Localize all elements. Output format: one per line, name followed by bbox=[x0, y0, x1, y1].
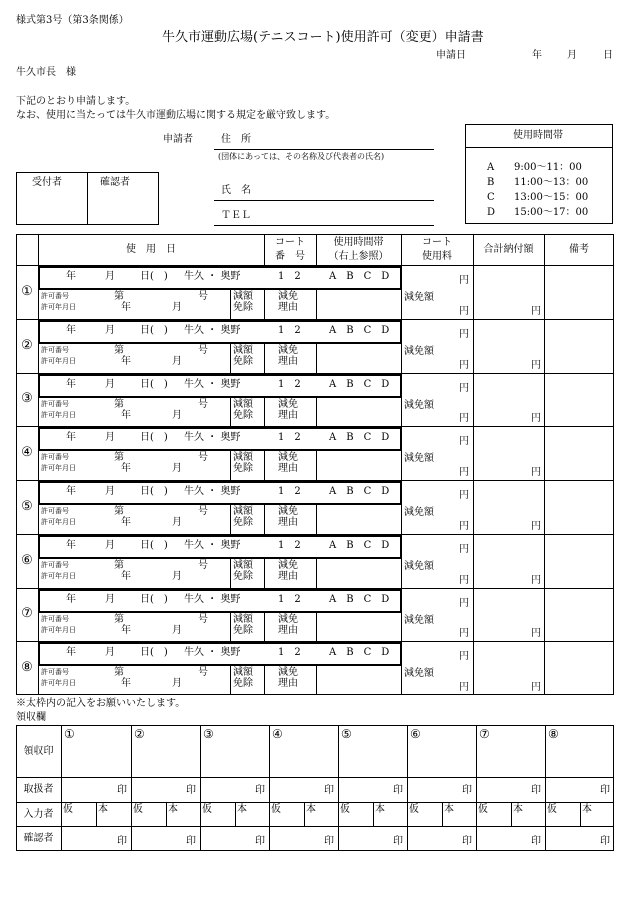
permit-year: 年 bbox=[121, 571, 131, 582]
court-options: 1 2 bbox=[278, 540, 301, 551]
permit-year: 年 bbox=[121, 625, 131, 636]
permit-date-label: 許可年月日 bbox=[41, 411, 76, 419]
fee-yen[interactable]: 円 bbox=[459, 598, 469, 609]
permit-date-label: 許可年月日 bbox=[41, 518, 76, 526]
handler-seal[interactable]: 印 bbox=[531, 785, 541, 796]
header-date: 使 用 日 bbox=[126, 244, 176, 255]
date-month: 月 bbox=[567, 50, 577, 61]
intro-line-2: なお、使用に当たっては牛久市運動広場に関する規定を厳守致します。 bbox=[16, 110, 336, 121]
location-options: 牛久 ・ 奥野 bbox=[184, 540, 241, 551]
permit-dai: 第 bbox=[114, 291, 124, 302]
input-provisional[interactable]: 仮 bbox=[547, 804, 557, 815]
location-options: 牛久 ・ 奥野 bbox=[184, 647, 241, 658]
permit-month: 月 bbox=[172, 517, 182, 528]
reduction-yen[interactable]: 円 bbox=[459, 306, 469, 317]
reduction-type-2: 免除 bbox=[233, 410, 253, 421]
handler-seal[interactable]: 印 bbox=[255, 785, 265, 796]
receipt-column-number: ① bbox=[64, 727, 75, 741]
reduction-type-2: 免除 bbox=[233, 625, 253, 636]
location-options: 牛久 ・ 奥野 bbox=[184, 486, 241, 497]
permit-go: 号 bbox=[198, 667, 208, 678]
permit-year: 年 bbox=[121, 463, 131, 474]
permit-number-label: 許可番号 bbox=[41, 400, 69, 408]
reduction-type-1: 減額 bbox=[233, 452, 253, 463]
permit-month: 月 bbox=[172, 463, 182, 474]
usage-month: 月 bbox=[105, 271, 115, 282]
court-options: 1 2 bbox=[278, 486, 301, 497]
reduction-reason-2: 理由 bbox=[278, 410, 298, 421]
reduction-type-2: 免除 bbox=[233, 302, 253, 313]
usage-year: 年 bbox=[66, 486, 76, 497]
reduction-reason-1: 減免 bbox=[278, 345, 298, 356]
reduction-type-1: 減額 bbox=[233, 291, 253, 302]
permit-number-label: 許可番号 bbox=[41, 668, 69, 676]
handler-label: 取扱者 bbox=[23, 784, 54, 795]
handler-seal[interactable]: 印 bbox=[186, 785, 196, 796]
receipt-column-number: ⑥ bbox=[410, 727, 421, 741]
court-options: 1 2 bbox=[278, 594, 301, 605]
input-final[interactable]: 本 bbox=[444, 804, 454, 815]
reduction-reason-1: 減免 bbox=[278, 614, 298, 625]
row-number: ⑥ bbox=[21, 552, 33, 568]
reduction-type-2: 免除 bbox=[233, 356, 253, 367]
receipt-seal-label: 領収印 bbox=[23, 745, 54, 757]
usage-year: 年 bbox=[66, 271, 76, 282]
date-label: 申請日 bbox=[436, 50, 466, 61]
handler-seal[interactable]: 印 bbox=[324, 785, 334, 796]
permit-month: 月 bbox=[172, 356, 182, 367]
header-court-2: 番 号 bbox=[275, 251, 305, 262]
input-provisional[interactable]: 仮 bbox=[409, 804, 419, 815]
court-options: 1 2 bbox=[278, 379, 301, 390]
handler-seal[interactable]: 印 bbox=[600, 785, 610, 796]
location-options: 牛久 ・ 奥野 bbox=[184, 325, 241, 336]
location-options: 牛久 ・ 奥野 bbox=[184, 271, 241, 282]
row-number: ① bbox=[21, 283, 33, 299]
total-yen[interactable]: 円 bbox=[531, 628, 541, 639]
input-final[interactable]: 本 bbox=[582, 804, 592, 815]
input-provisional[interactable]: 仮 bbox=[63, 804, 73, 815]
reduction-reason-1: 減免 bbox=[278, 560, 298, 571]
row-number: ⑦ bbox=[21, 606, 33, 622]
permit-go: 号 bbox=[198, 345, 208, 356]
reduction-type-1: 減額 bbox=[233, 345, 253, 356]
input-label: 入力者 bbox=[23, 808, 54, 820]
permit-go: 号 bbox=[198, 560, 208, 571]
checker-label: 確認者 bbox=[100, 177, 130, 188]
input-final[interactable]: 本 bbox=[237, 804, 247, 815]
location-options: 牛久 ・ 奥野 bbox=[184, 432, 241, 443]
address-line bbox=[214, 149, 434, 150]
permit-date-label: 許可年月日 bbox=[41, 303, 76, 311]
confirmer-label: 確認者 bbox=[23, 833, 54, 844]
location-options: 牛久 ・ 奥野 bbox=[184, 594, 241, 605]
slot-options: A B C D bbox=[329, 647, 390, 658]
confirmer-seal[interactable]: 印 bbox=[255, 836, 265, 847]
reduction-yen[interactable]: 円 bbox=[459, 575, 469, 586]
input-provisional[interactable]: 仮 bbox=[340, 804, 350, 815]
time-slot-time: 11:00～13：00 bbox=[514, 177, 589, 188]
receipt-column-number: ② bbox=[134, 727, 145, 741]
permit-number-label: 許可番号 bbox=[41, 507, 69, 515]
form-title: 牛久市運動広場(テニスコート)使用許可（変更）申請書 bbox=[162, 30, 484, 45]
permit-year: 年 bbox=[121, 517, 131, 528]
slot-options: A B C D bbox=[329, 271, 390, 282]
confirmer-seal[interactable]: 印 bbox=[600, 836, 610, 847]
permit-dai: 第 bbox=[114, 614, 124, 625]
org-note: (団体にあっては、その名称及び代表者の氏名) bbox=[218, 152, 385, 161]
reduction-amount-label: 減免額 bbox=[404, 668, 434, 679]
permit-dai: 第 bbox=[114, 667, 124, 678]
reduction-amount-label: 減免額 bbox=[404, 561, 434, 572]
usage-year: 年 bbox=[66, 540, 76, 551]
date-day: 日 bbox=[603, 50, 613, 61]
bold-frame-note: ※太枠内の記入をお願いいたします。 bbox=[16, 698, 186, 709]
reduction-reason-1: 減免 bbox=[278, 291, 298, 302]
usage-year: 年 bbox=[66, 379, 76, 390]
intro-line-1: 下記のとおり申請します。 bbox=[16, 96, 136, 107]
header-fee-1: コート bbox=[422, 237, 452, 248]
permit-dai: 第 bbox=[114, 452, 124, 463]
permit-dai: 第 bbox=[114, 560, 124, 571]
permit-go: 号 bbox=[198, 399, 208, 410]
reduction-reason-1: 減免 bbox=[278, 506, 298, 517]
usage-day: 日( ) bbox=[140, 540, 168, 551]
usage-day: 日( ) bbox=[140, 486, 168, 497]
reduction-reason-2: 理由 bbox=[278, 678, 298, 689]
applicant-label: 申請者 bbox=[163, 134, 193, 145]
time-slot-code: C bbox=[487, 192, 495, 203]
permit-date-label: 許可年月日 bbox=[41, 679, 76, 687]
reduction-yen[interactable]: 円 bbox=[459, 413, 469, 424]
usage-day: 日( ) bbox=[140, 432, 168, 443]
location-options: 牛久 ・ 奥野 bbox=[184, 379, 241, 390]
usage-month: 月 bbox=[105, 594, 115, 605]
name-label: 氏 名 bbox=[221, 185, 251, 196]
confirmer-seal[interactable]: 印 bbox=[462, 836, 472, 847]
reduction-type-1: 減額 bbox=[233, 614, 253, 625]
permit-dai: 第 bbox=[114, 506, 124, 517]
receipt-table bbox=[16, 725, 614, 851]
confirmer-seal[interactable]: 印 bbox=[186, 836, 196, 847]
reduction-type-1: 減額 bbox=[233, 506, 253, 517]
court-options: 1 2 bbox=[278, 432, 301, 443]
row-number: ③ bbox=[21, 391, 33, 407]
header-time-1: 使用時間帯 bbox=[333, 237, 384, 248]
permit-go: 号 bbox=[198, 506, 208, 517]
receiver-label: 受付者 bbox=[32, 177, 62, 188]
input-final[interactable]: 本 bbox=[168, 804, 178, 815]
header-time-2: （右上参照） bbox=[328, 251, 389, 262]
reduction-amount-label: 減免額 bbox=[404, 453, 434, 464]
total-yen[interactable]: 円 bbox=[531, 575, 541, 586]
permit-date-label: 許可年月日 bbox=[41, 464, 76, 472]
usage-month: 月 bbox=[105, 647, 115, 658]
row-number: ⑤ bbox=[21, 498, 33, 514]
reduction-type-1: 減額 bbox=[233, 560, 253, 571]
reduction-yen[interactable]: 円 bbox=[459, 521, 469, 532]
court-options: 1 2 bbox=[278, 271, 301, 282]
input-final[interactable]: 本 bbox=[98, 804, 108, 815]
permit-date-label: 許可年月日 bbox=[41, 626, 76, 634]
total-yen[interactable]: 円 bbox=[531, 682, 541, 693]
reduction-reason-1: 減免 bbox=[278, 667, 298, 678]
time-slot-code: D bbox=[487, 207, 496, 218]
confirmer-seal[interactable]: 印 bbox=[324, 836, 334, 847]
confirmer-seal[interactable]: 印 bbox=[393, 836, 403, 847]
reduction-type-2: 免除 bbox=[233, 463, 253, 474]
total-yen[interactable]: 円 bbox=[531, 467, 541, 478]
time-slot-code: A bbox=[487, 162, 495, 173]
receipt-column-number: ⑧ bbox=[548, 727, 559, 741]
reduction-type-2: 免除 bbox=[233, 517, 253, 528]
handler-seal[interactable]: 印 bbox=[117, 785, 127, 796]
slot-options: A B C D bbox=[329, 379, 390, 390]
permit-date-label: 許可年月日 bbox=[41, 357, 76, 365]
permit-go: 号 bbox=[198, 614, 208, 625]
row-number: ② bbox=[21, 337, 33, 353]
receipt-column-number: ⑦ bbox=[479, 727, 490, 741]
usage-year: 年 bbox=[66, 325, 76, 336]
receipt-heading: 領収欄 bbox=[16, 712, 46, 723]
input-provisional[interactable]: 仮 bbox=[133, 804, 143, 815]
usage-table bbox=[16, 234, 614, 695]
court-options: 1 2 bbox=[278, 647, 301, 658]
slot-options: A B C D bbox=[329, 486, 390, 497]
reduction-reason-2: 理由 bbox=[278, 356, 298, 367]
reduction-reason-2: 理由 bbox=[278, 625, 298, 636]
usage-month: 月 bbox=[105, 540, 115, 551]
header-note: 備考 bbox=[569, 244, 589, 255]
handler-seal[interactable]: 印 bbox=[462, 785, 472, 796]
reduction-type-2: 免除 bbox=[233, 678, 253, 689]
input-provisional[interactable]: 仮 bbox=[202, 804, 212, 815]
reduction-yen[interactable]: 円 bbox=[459, 360, 469, 371]
fee-yen[interactable]: 円 bbox=[459, 651, 469, 662]
addressee: 牛久市長 様 bbox=[16, 67, 76, 78]
permit-dai: 第 bbox=[114, 345, 124, 356]
reduction-type-2: 免除 bbox=[233, 571, 253, 582]
input-provisional[interactable]: 仮 bbox=[271, 804, 281, 815]
usage-day: 日( ) bbox=[140, 594, 168, 605]
input-final[interactable]: 本 bbox=[513, 804, 523, 815]
permit-number-label: 許可番号 bbox=[41, 346, 69, 354]
reduction-reason-2: 理由 bbox=[278, 302, 298, 313]
input-provisional[interactable]: 仮 bbox=[478, 804, 488, 815]
reduction-type-1: 減額 bbox=[233, 667, 253, 678]
row-number: ④ bbox=[21, 444, 33, 460]
total-yen[interactable]: 円 bbox=[531, 521, 541, 532]
reduction-amount-label: 減免額 bbox=[404, 615, 434, 626]
reduction-yen[interactable]: 円 bbox=[459, 682, 469, 693]
date-year: 年 bbox=[532, 50, 542, 61]
total-yen[interactable]: 円 bbox=[531, 306, 541, 317]
fee-yen[interactable]: 円 bbox=[459, 383, 469, 394]
input-final[interactable]: 本 bbox=[306, 804, 316, 815]
confirmer-seal[interactable]: 印 bbox=[531, 836, 541, 847]
usage-month: 月 bbox=[105, 379, 115, 390]
reduction-reason-2: 理由 bbox=[278, 463, 298, 474]
reduction-yen[interactable]: 円 bbox=[459, 467, 469, 478]
usage-day: 日( ) bbox=[140, 325, 168, 336]
reduction-reason-2: 理由 bbox=[278, 517, 298, 528]
reduction-reason-1: 減免 bbox=[278, 452, 298, 463]
reduction-reason-1: 減免 bbox=[278, 399, 298, 410]
usage-year: 年 bbox=[66, 594, 76, 605]
permit-month: 月 bbox=[172, 410, 182, 421]
header-fee-2: 使用料 bbox=[422, 251, 452, 262]
receipt-column-number: ③ bbox=[203, 727, 214, 741]
time-slot-code: B bbox=[487, 177, 495, 188]
permit-number-label: 許可番号 bbox=[41, 292, 69, 300]
fee-yen[interactable]: 円 bbox=[459, 329, 469, 340]
reduction-reason-2: 理由 bbox=[278, 571, 298, 582]
fee-yen[interactable]: 円 bbox=[459, 490, 469, 501]
total-yen[interactable]: 円 bbox=[531, 413, 541, 424]
receipt-column-number: ⑤ bbox=[341, 727, 352, 741]
time-slot-time: 13:00～15：00 bbox=[514, 192, 589, 203]
reduction-amount-label: 減免額 bbox=[404, 346, 434, 357]
total-yen[interactable]: 円 bbox=[531, 360, 541, 371]
reduction-amount-label: 減免額 bbox=[404, 507, 434, 518]
permit-year: 年 bbox=[121, 678, 131, 689]
reduction-type-1: 減額 bbox=[233, 399, 253, 410]
time-slot-time: 9:00～11：00 bbox=[514, 162, 582, 173]
usage-month: 月 bbox=[105, 325, 115, 336]
permit-year: 年 bbox=[121, 356, 131, 367]
fee-yen[interactable]: 円 bbox=[459, 275, 469, 286]
permit-month: 月 bbox=[172, 678, 182, 689]
permit-month: 月 bbox=[172, 302, 182, 313]
permit-month: 月 bbox=[172, 571, 182, 582]
permit-go: 号 bbox=[198, 452, 208, 463]
fee-yen[interactable]: 円 bbox=[459, 544, 469, 555]
permit-year: 年 bbox=[121, 410, 131, 421]
permit-number-label: 許可番号 bbox=[41, 615, 69, 623]
confirmer-seal[interactable]: 印 bbox=[117, 836, 127, 847]
tel-line bbox=[214, 225, 434, 226]
input-final[interactable]: 本 bbox=[375, 804, 385, 815]
name-line bbox=[214, 200, 434, 201]
reduction-amount-label: 減免額 bbox=[404, 292, 434, 303]
reduction-amount-label: 減免額 bbox=[404, 400, 434, 411]
usage-month: 月 bbox=[105, 486, 115, 497]
time-slot-time: 15:00～17：00 bbox=[514, 207, 589, 218]
permit-go: 号 bbox=[198, 291, 208, 302]
slot-options: A B C D bbox=[329, 594, 390, 605]
header-total: 合計納付額 bbox=[483, 244, 534, 255]
header-court-1: コート bbox=[275, 237, 305, 248]
usage-year: 年 bbox=[66, 432, 76, 443]
usage-day: 日( ) bbox=[140, 379, 168, 390]
usage-year: 年 bbox=[66, 647, 76, 658]
reduction-yen[interactable]: 円 bbox=[459, 628, 469, 639]
row-number: ⑧ bbox=[21, 659, 33, 675]
permit-number-label: 許可番号 bbox=[41, 561, 69, 569]
tel-label: ＴＥＬ bbox=[221, 210, 251, 221]
usage-day: 日( ) bbox=[140, 647, 168, 658]
permit-month: 月 bbox=[172, 625, 182, 636]
court-options: 1 2 bbox=[278, 325, 301, 336]
slot-options: A B C D bbox=[329, 432, 390, 443]
address-label: 住 所 bbox=[221, 134, 251, 145]
permit-date-label: 許可年月日 bbox=[41, 572, 76, 580]
form-number: 様式第3号（第3条関係） bbox=[16, 15, 129, 26]
permit-year: 年 bbox=[121, 302, 131, 313]
handler-seal[interactable]: 印 bbox=[393, 785, 403, 796]
fee-yen[interactable]: 円 bbox=[459, 436, 469, 447]
time-slot-title: 使用時間帯 bbox=[513, 130, 563, 141]
receipt-column-number: ④ bbox=[272, 727, 283, 741]
slot-options: A B C D bbox=[329, 540, 390, 551]
permit-number-label: 許可番号 bbox=[41, 453, 69, 461]
permit-dai: 第 bbox=[114, 399, 124, 410]
usage-day: 日( ) bbox=[140, 271, 168, 282]
usage-month: 月 bbox=[105, 432, 115, 443]
slot-options: A B C D bbox=[329, 325, 390, 336]
